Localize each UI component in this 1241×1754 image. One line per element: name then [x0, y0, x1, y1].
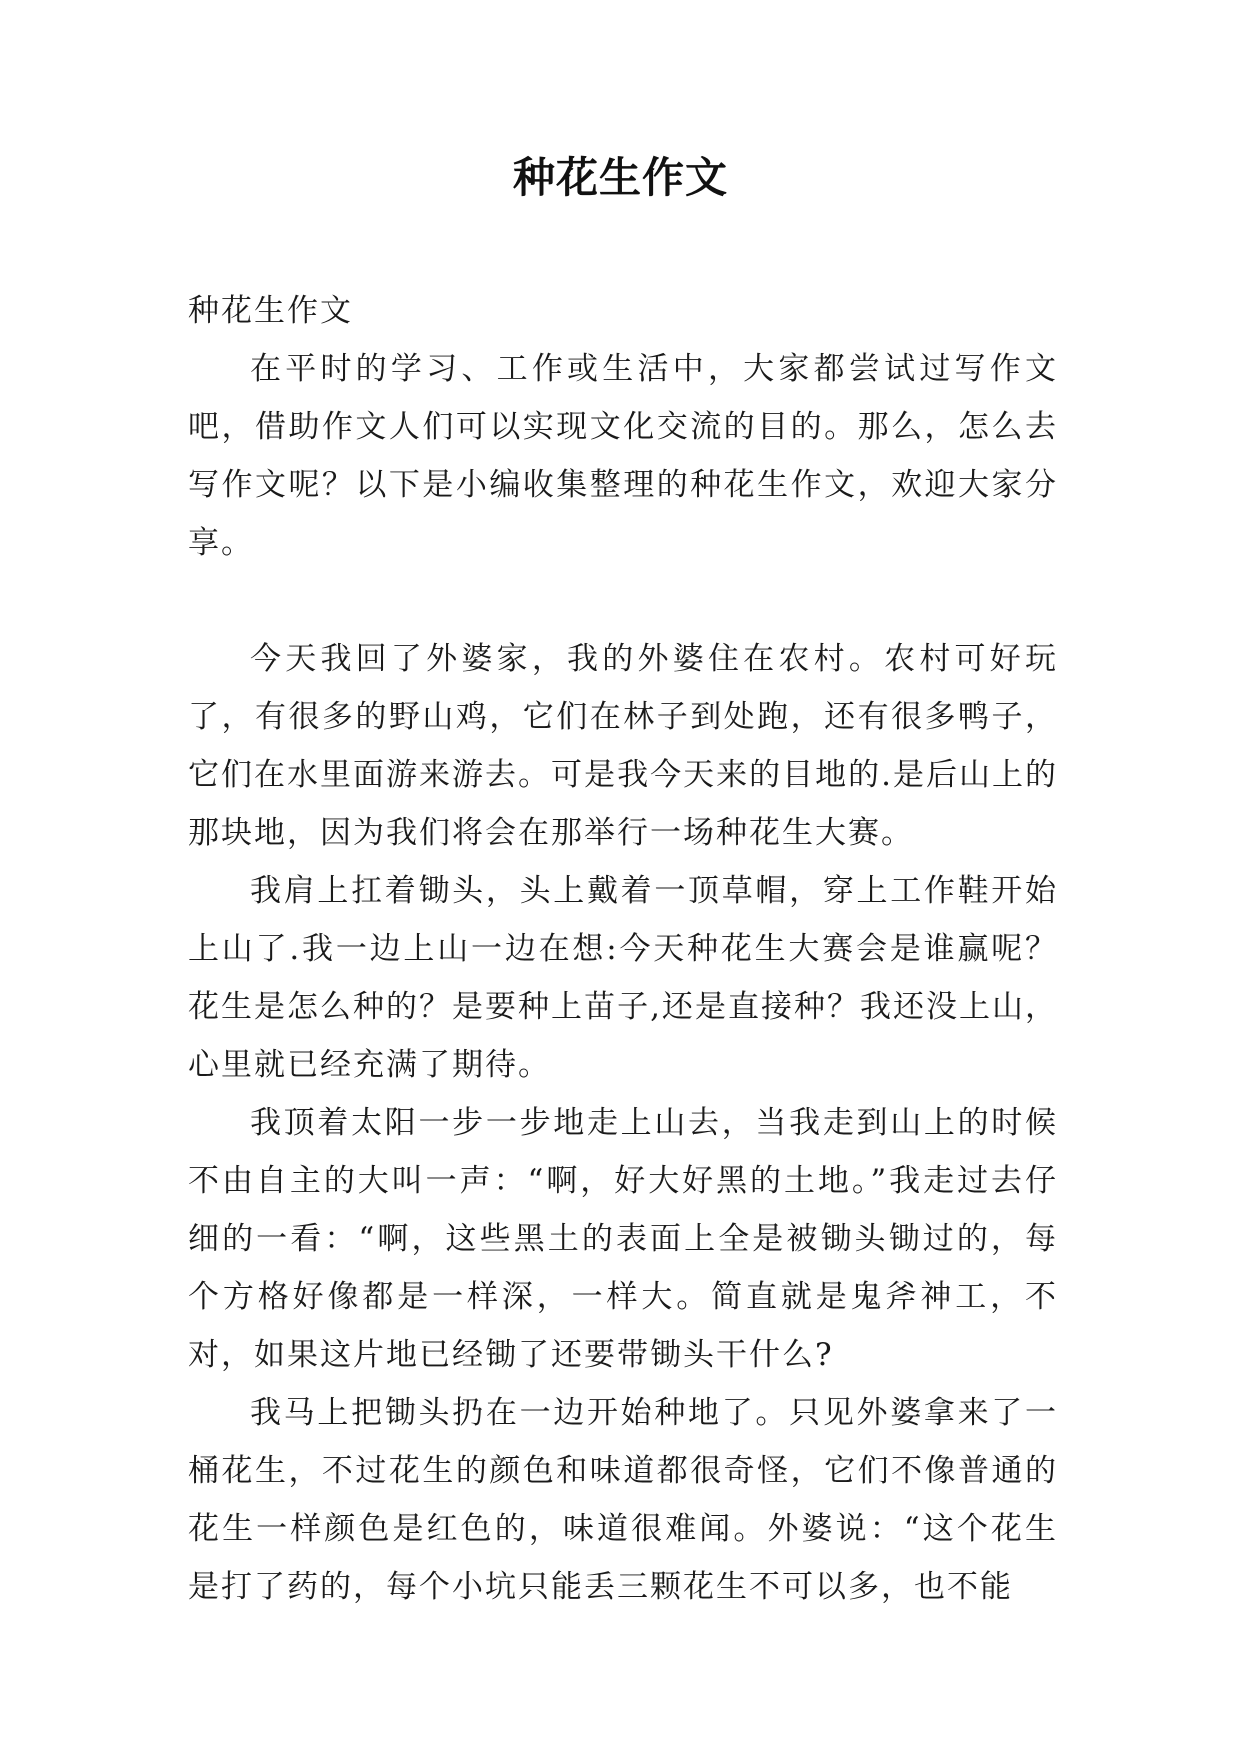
paragraph-intro: 在平时的学习、工作或生活中，大家都尝试过写作文吧，借助作文人们可以实现文化交流的目的。那么，怎么去写作文呢？以下是小编收集整理的种花生作文，欢迎大家分享。: [188, 351, 1058, 561]
document-title: 种花生作文: [512, 153, 728, 202]
paragraph: 我顶着太阳一步一步地走上山去，当我走到山上的时候不由自主的大叫一声：“啊，好大好黑的土地。”我走过去仔细的一看：“啊，这些黑土的表面上全是被锄头锄过的，每个方格好像都是一样深，一样大。简直就是鬼斧神工，不对，如果这片地已经锄了还要带锄头干什么?: [188, 1105, 1058, 1373]
document-subtitle: 种花生作文: [188, 293, 353, 329]
paragraph: 我肩上扛着锄头，头上戴着一顶草帽，穿上工作鞋开始上山了.我一边上山一边在想:今天种花生大赛会是谁赢呢？花生是怎么种的？是要种上苗子,还是直接种？我还没上山，心里就已经充满了期待。: [188, 873, 1058, 1083]
paragraph: 今天我回了外婆家，我的外婆住在农村。农村可好玩了，有很多的野山鸡，它们在林子到处跑，还有很多鸭子，它们在水里面游来游去。可是我今天来的目地的.是后山上的那块地，因为我们将会在那举行一场种花生大赛。: [188, 641, 1058, 851]
document-body: [188, 282, 1058, 1616]
paragraph-spacer: [188, 572, 1058, 630]
paragraph: 我马上把锄头扔在一边开始种地了。只见外婆拿来了一桶花生，不过花生的颜色和味道都很奇怪，它们不像普通的花生一样颜色是红色的，味道很难闻。外婆说：“这个花生是打了药的，每个小坑只能丢三颗花生不可以多，也不能: [188, 1395, 1058, 1605]
